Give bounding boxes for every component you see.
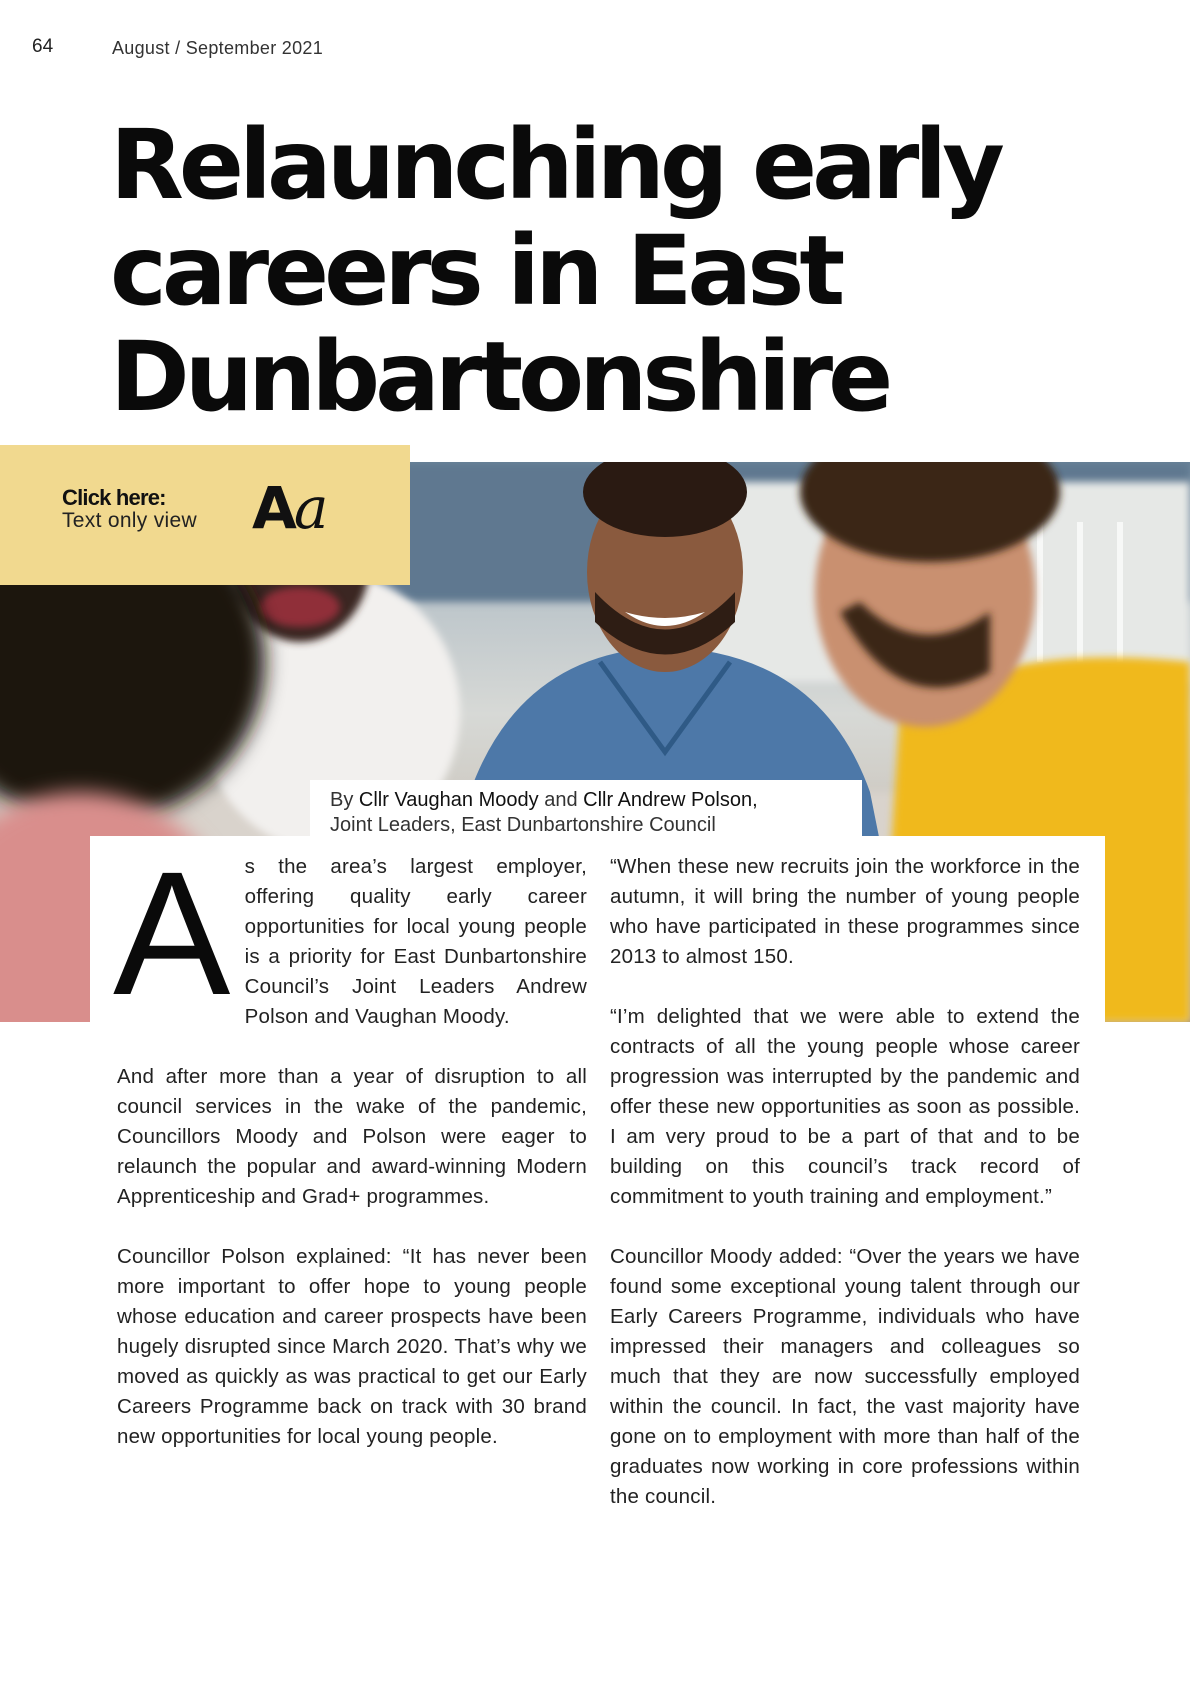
byline-authors: [330, 788, 842, 813]
aa-icon-italic: a: [293, 474, 329, 542]
aa-icon-upright: A: [252, 474, 294, 542]
click-here-label: Click here:: [62, 485, 166, 510]
byline-author-1: Cllr Vaughan Moody: [358, 789, 539, 811]
article-paragraph: Councillor Moody added: “Over the years we have found some exceptional young talent through our Early Careers Programme, individuals who have impressed their managers and colleagues so much that they are now successfully employed within the council. In fact, the vast majority have gone on to employment with more than half of the graduates now working in core professions within the council.: [610, 1245, 1080, 1508]
text-only-label: Text only view: [62, 509, 197, 532]
article-body: [90, 836, 1105, 1596]
page-number: 64: [32, 36, 54, 57]
text-only-view-button[interactable]: [0, 445, 410, 585]
article-paragraph: “I’m delighted that we were able to extend the contracts of all the young people whose career progression was interrupted by the pandemic and offer these new opportunities as soon as possible. I am very proud to be a part of that and to be building on this council’s track record of commitment to youth training and employment.”: [610, 1005, 1080, 1208]
paragraph-text: s the area’s largest employer, offering quality early career opportunities for local young people is a priority for East Dunbartonshire Council’s Joint Leaders Andrew Polson and Vaughan Moody.: [244, 855, 587, 1028]
article-paragraph: “When these new recruits join the workforce in the autumn, it will bring the number of young people who have participated in these programmes since 2013 to almost 150.: [610, 855, 1080, 968]
byline-author-2: Cllr Andrew Polson,: [583, 789, 758, 811]
font-aa-icon: [252, 474, 329, 542]
article-paragraph: And after more than a year of disruption to all council services in the wake of the pandemic, Councillors Moody and Polson were eager to relaunch the popular and award-winning Modern Apprenticeship and Grad+ programmes.: [117, 1065, 587, 1208]
page-title: Relaunching early careers in East Dunbartonshire: [110, 109, 1000, 433]
byline-connector: and: [538, 789, 584, 811]
issue-date: August / September 2021: [112, 38, 324, 58]
article-paragraph: Councillor Polson explained: “It has never been more important to offer hope to young people whose education and career prospects have been hugely disrupted since March 2020. That’s why we moved as quickly as was practical to get our Early Careers Programme back on track with 30 brand new opportunities for local young people.: [117, 1245, 587, 1448]
byline-prefix: By: [330, 789, 359, 811]
article-paragraph: [113, 836, 587, 1032]
drop-cap: A: [113, 836, 231, 1032]
byline-role: Joint Leaders, East Dunbartonshire Council: [330, 814, 716, 836]
article-right-column: [610, 852, 1080, 1542]
article-left-column: [113, 836, 587, 1482]
byline: [310, 780, 862, 836]
